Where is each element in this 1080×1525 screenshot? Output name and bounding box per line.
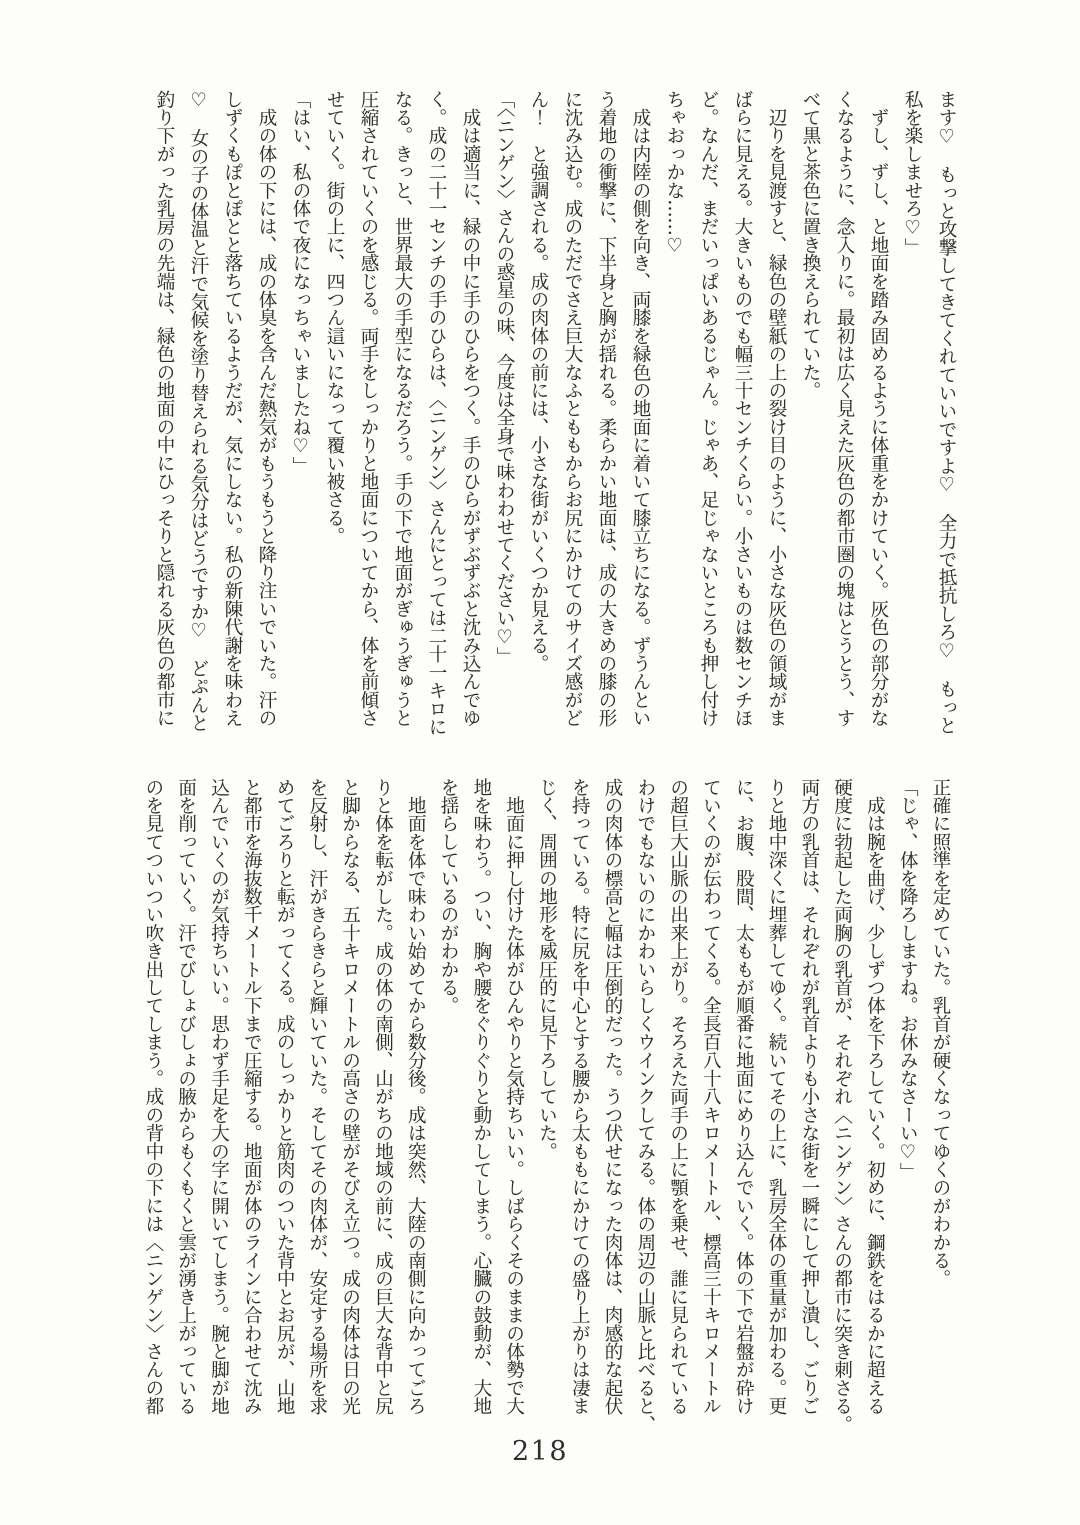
text-line: りと体を転がした。成の体の南側、山がちの地域の前に、成の巨大な背中と尻 [372, 778, 394, 1416]
text-line: 込んでいくのが気持ちいい。思わず手足を大の字に開いてしまう。腕と脚が地 [208, 778, 230, 1416]
text-line: を持っている。特に尻を中心とする腰から太ももにかけての盛り上がりは凄ま [569, 778, 591, 1416]
text-line: じく、周囲の地形を威圧的に見下ろしていた。 [536, 778, 558, 1161]
text-line: 釣り下がった乳房の先端は、緑色の地面の中にひっそりと隠れる灰色の都市に [154, 90, 175, 728]
text-line: 硬度に勃起した両胸の乳首が、それぞれ〈ニンゲン〉さんの都市に突き刺さる。 [831, 778, 853, 1434]
text-band-lower [136, 778, 956, 1433]
text-line: 成の肉体の標高と幅は圧倒的だった。うつ伏せになった肉体は、肉感的な起伏 [602, 778, 624, 1416]
text-line: を揺らしているのがわかる。 [438, 778, 460, 1015]
text-line: ます♡ もっと攻撃してきてくれていいですよ♡ 全力で抵抗しろ♡ もっと [936, 90, 957, 735]
text-line: べて黒と茶色に置き換えられていた。 [800, 90, 821, 400]
text-line: 地面に押し付けた体がひんやりと気持ちいい。しばらくそのままの体勢で大 [503, 778, 525, 1416]
text-line: 両方の乳首は、それぞれが乳首よりも小さな街を一瞬にして押し潰し、ごりご [798, 778, 820, 1416]
text-line: 正確に照準を定めていた。乳首が硬くなってゆくのがわかる。 [930, 778, 951, 1288]
text-line: わけでもないのにかわいらしくウインクしてみる。体の周辺の山脈と比べると、 [634, 778, 656, 1434]
text-line: しずくもぽとぽとと落ちているようだが、気にしない。私の新陳代謝を味わえ [222, 90, 243, 728]
text-line: く。成の二十一センチの手のひらは、〈ニンゲン〉さんにとっては二十一キロに [426, 90, 447, 736]
text-line: ♡ 女の子の体温と汗で気候を塗り替えられる気分はどうですか♡ どぷんと [188, 90, 209, 733]
text-line: ちゃおっかな……♡ [664, 90, 685, 257]
text-line: くなるように、念入りに。最初は広く見えた灰色の都市圏の塊はとうとう、す [834, 90, 855, 728]
text-line: 「〈ニンゲン〉さんの惑星の味、今度は全身で味わわせてください♡」 [494, 90, 515, 666]
text-line: ていくのが伝わってくる。全長百八十八キロメートル、標高三十キロメートル [700, 778, 722, 1416]
text-line: と都市を海抜数千メートル下まで圧縮する。地面が体のラインに合わせて沈み [241, 778, 263, 1416]
text-line: りと地中深くに埋葬してゆく。続いてその上に、乳房全体の重量が加わる。更 [766, 778, 788, 1416]
text-line: 「じゃ、体を降ろしますね。お休みなさーい♡」 [897, 778, 919, 1181]
text-line: ん！ と強調される。成の肉体の前には、小さな街がいくつか見える。 [528, 90, 549, 673]
text-line: 私を楽しませろ♡」 [902, 90, 923, 257]
text-line: のを見てついつい吹き出してしまう。成の背中の下には〈ニンゲン〉さんの都 [142, 778, 164, 1416]
text-line: 成は内陸の側を向き、両膝を緑色の地面に着いて膝立ちになる。ずうんとい [630, 90, 651, 728]
text-line: なる。きっと、世界最大の手型になるだろう。手の下で地面がぎゅうぎゅうと [392, 90, 413, 728]
text-line: と脚からなる、五十キロメートルの高さの壁がそびえ立つ。成の肉体は日の光 [339, 778, 361, 1416]
text-line: を反射し、汗がきらきらと輝いていた。そしてその肉体が、安定する場所を求 [306, 778, 328, 1416]
text-line: めてごろりと転がってくる。成のしっかりと筋肉のついた背中とお尻が、山地 [274, 778, 296, 1416]
text-line: に、お腹、股間、太ももが順番に地面にめり込んでいく。体の下で岩盤が砕け [733, 778, 755, 1416]
text-band-upper [147, 90, 963, 735]
text-line: 成は適当に、緑の中に手のひらをつく。手のひらがずぶずぶと沈み込んでゆ [460, 90, 481, 728]
text-line: せていく。街の上に、四つん這いになって覆い被さる。 [324, 90, 345, 546]
text-line: 「はい、私の体で夜になっちゃいましたね♡」 [290, 90, 311, 475]
text-line: 成の体の下には、成の体臭を含んだ熱気がもうもうと降り注いでいた。汗の [256, 90, 277, 728]
page-number: 218 [511, 1436, 569, 1467]
text-line: 圧縮されていくのを感じる。両手をしっかりと地面についてから、体を前傾さ [358, 90, 379, 728]
text-line: ど。なんだ、まだいっぱいあるじゃん。じゃあ、足じゃないところも押し付け [698, 90, 719, 728]
text-line: う着地の衝撃に、下半身と胸が揺れる。柔らかい地面は、成の大きめの膝の形 [596, 90, 617, 728]
text-line: 地を味わう。つい、胸や腰をぐりぐりと動かしてしまう。心臓の鼓動が、大地 [470, 778, 492, 1416]
text-line: 辺りを見渡すと、緑色の壁紙の上の裂け目のように、小さな灰色の領域がま [766, 90, 787, 728]
text-line: 成は腕を曲げ、少しずつ体を下ろしていく。初めに、鋼鉄をはるかに超える [864, 778, 886, 1416]
text-line: の超巨大山脈の出来上がり。そろえた両手の上に顎を乗せ、誰に見られている [667, 778, 689, 1416]
text-line: ばらに見える。大きいものでも幅三十センチくらい。小さいものは数センチほ [732, 90, 753, 728]
text-line: 面を削っていく。汗でびしょびしょの腋からもくもくと雲が湧き上がっている [175, 778, 197, 1416]
text-line: ずし、ずし、と地面を踏み固めるように体重をかけていく。灰色の部分がな [868, 90, 889, 728]
text-line: 地面を体で味わい始めてから数分後。成は突然、大陸の南側に向かってごろ [405, 778, 427, 1416]
text-line: に沈み込む。成のただでさえ巨大なふとももからお尻にかけてのサイズ感がど [562, 90, 583, 728]
